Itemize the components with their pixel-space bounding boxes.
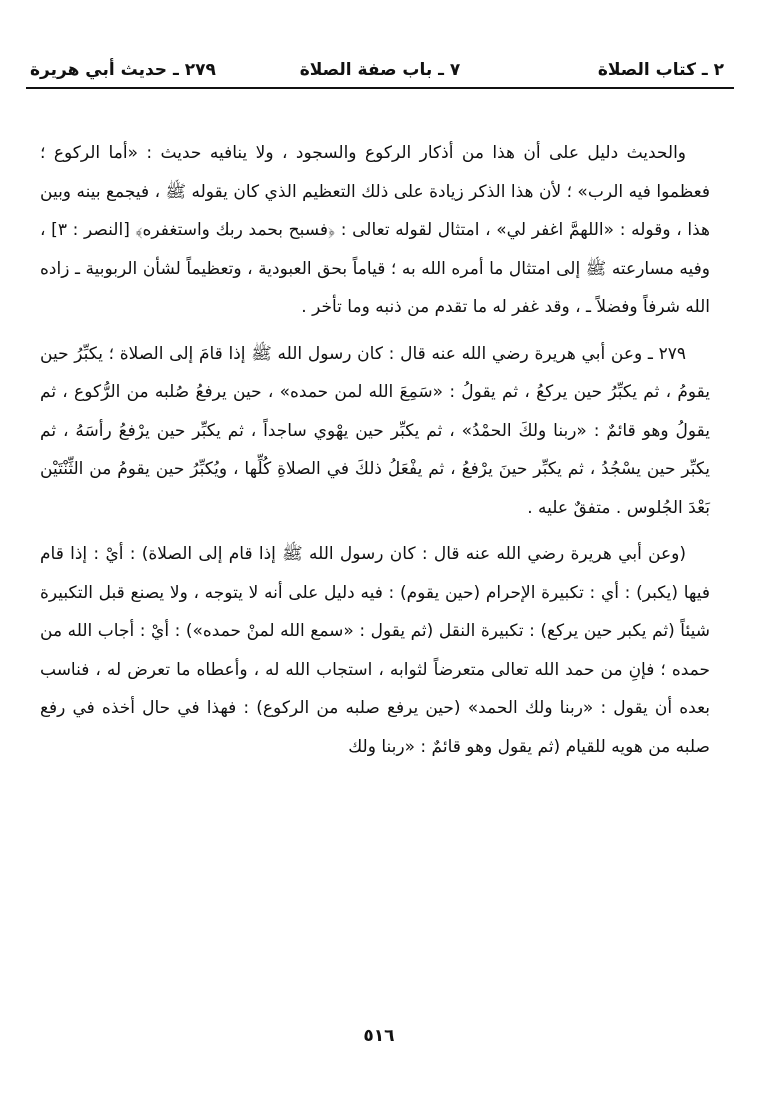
page-body (40, 134, 710, 766)
header-section: ٧ ـ باب صفة الصلاة (299, 60, 461, 80)
header-chapter: ٢ ـ كتاب الصلاة (597, 60, 724, 80)
paragraph-commentary-prev: والحديث دليل على أن هذا من أذكار الركوع والسجود ، ولا ينافيه حديث : «أما الركوع ؛ فعظموا فيه الرب» ؛ لأن هذا الذكر زيادة على ذلك التعظيم الذي كان يقوله ﷺ ، فيجمع بينه وبين هذا ، وقوله : «اللهمَّ اغفر لي» ، امتثال لقوله تعالى : ﴿فسبح بحمد ربك واستغفره﴾ [النصر : ٣] ، وفيه مسارعته ﷺ إلى امتثال ما أمره الله به ؛ قياماً بحق العبودية ، وتعظيماً لشأن الربوبية ـ زاده الله شرفاً وفضلاً ـ ، وقد غفر له ما تقدم من ذنبه وما تأخر . (40, 143, 711, 317)
header-hadith: ٢٧٩ ـ حديث أبي هريرة (30, 60, 216, 80)
paragraph-commentary-279: (وعن أبي هريرة رضي الله عنه قال : كان رسول الله ﷺ إذا قام إلى الصلاة) : أيْ : إذا قام فيها (يكبر) : أي : تكبيرة الإحرام (حين يقوم) : فيه دليل على أنه لا يتوجه ، ولا يصنع قبل التكبيرة شيئاً (ثم يكبر حين يركع) : تكبيرة النقل (ثم يقول : «سمع الله لمنْ حمده») : أيْ : أجاب الله من حمده ؛ فإنِ من حمد الله تعالى متعرضاً لثوابه ، استجاب الله له ، وأعطاه ما تعرض له ، فناسب بعده أن يقول : «ربنا ولك الحمد» (حين يرفع صلبه من الركوع) : فهذا في حال أخذه في رفع صلبه من هويه للقيام (ثم يقول وهو قائمٌ : «ربنا ولك (40, 544, 710, 757)
running-header (26, 56, 734, 86)
header-rule (26, 87, 734, 89)
page-number: ٥١٦ (363, 1026, 395, 1046)
paragraph-hadith-279: ٢٧٩ ـ وعن أبي هريرة رضي الله عنه قال : كان رسول الله ﷺ إذا قامَ إلى الصلاة ؛ يكبِّرُ حين يقومُ ، ثم يكبِّرُ حين يركعُ ، ثم يقولُ : «سَمِعَ الله لمن حمده» ، حين يرفعُ صُلبه من الرُّكوع ، ثم يقولُ وهو قائمٌ : «ربنا ولكَ الحمْدُ» ، ثم يكبِّر حين يهْوي ساجداً ، ثم يكبِّر حين يرْفعُ رأسَهُ ، ثم يكبِّر حين يسْجُدُ ، ثم يكبِّر حينَ يرْفعُ ، ثم يفْعَلُ ذلكَ في الصلاةِ كُلِّها ، ويُكبِّرُ حين يقومُ من الثِّنْتَيْن بَعْدَ الجُلوس . متفقٌ عليه . (40, 343, 710, 518)
